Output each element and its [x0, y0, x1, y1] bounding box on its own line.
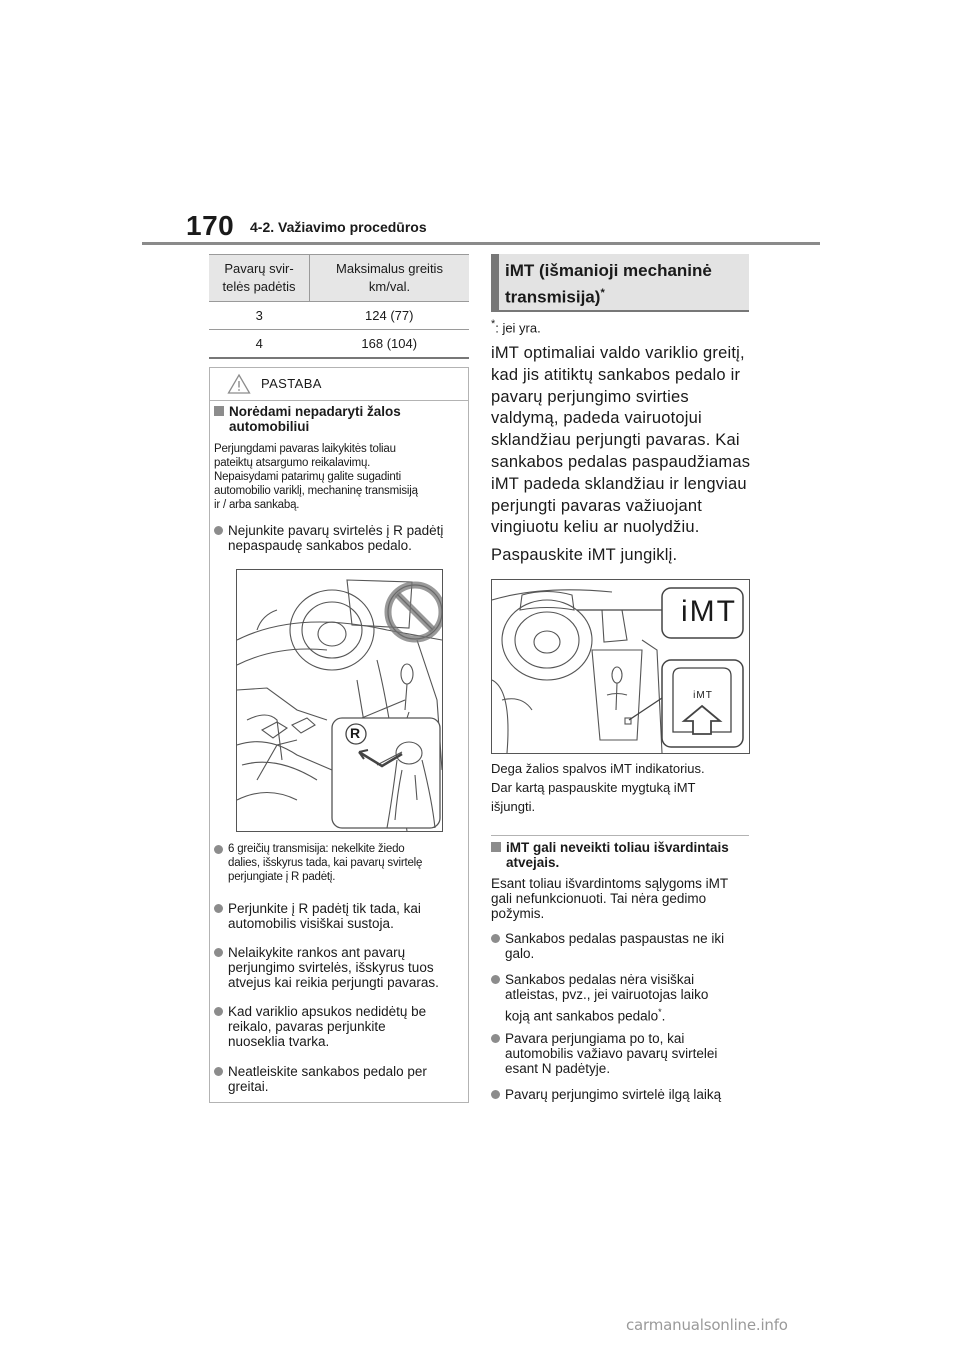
table-row [209, 302, 469, 330]
page-number: 170 [186, 210, 235, 241]
table-row [209, 330, 469, 359]
reverse-r-label: R [350, 725, 361, 741]
list-item: Sankabos pedalas paspaustas ne iki galo. [491, 931, 724, 961]
bullet-dot-icon [214, 1067, 223, 1076]
imt-description: iMT optimaliai valdo variklio greitį, kad jis atitiktų sankabos pedalo ir pavarų perjungimo svirties valdymą, padeda vairuotojui sklandžiau perjungti pavaras. Kai sankabos pedalas paspaudžiamas iMT padeda sklandžiau ir lengviau perjungti pavaras važiuojant vingiuotu keliu ar nuolydžiu. Paspauskite iMT jungiklį. [491, 343, 753, 567]
list-item: Pavarų perjungimo svirtelė ilgą laiką [491, 1087, 721, 1102]
gear-lever-illustration [236, 569, 443, 832]
section-title: 4-2. Važiavimo procedūros [250, 219, 427, 235]
bullet-reverse-stop: Perjunkite į R padėtį tik tada, kai automobilis visiškai sustoja. [214, 901, 421, 931]
max-speed-table [209, 254, 469, 359]
bullet-hand-on-lever: Nelaikykite rankos ant pavarų perjungimo svirtelės, išskyrus tuos atvejus kai reikia perjungti pavaras. [214, 945, 439, 990]
imt-section-heading: iMT (išmanioji mechaninė transmisija)* [491, 254, 749, 312]
footer-watermark: carmanualsonline.info [626, 1316, 788, 1334]
notice-intro: Perjungdami pavaras laikykitės toliau pateiktų atsargumo reikalavimų. Nepaisydami patarimų galite sugadinti automobilio variklį, mechaninę transmisiją ir / arba sankabą. [214, 443, 418, 511]
footnote: *: jei yra. [491, 318, 541, 336]
bullet-engine-rpm: Kad variklio apsukos nedidėtų be reikalo, pavaras perjunkite nuoseklia tvarka. [214, 1004, 426, 1049]
list-item: Pavara perjungiama po to, kai automobilis važiavo pavarų svirtelei esant N padėtyje. [491, 1031, 717, 1076]
section-divider [491, 835, 749, 836]
warning-triangle-icon [227, 373, 251, 395]
imt-limits-subheading: iMT gali neveikti toliau išvardintais atvejais. [491, 840, 751, 870]
table-cell-speed: 124 (77) [310, 302, 470, 330]
bullet-dot-icon [214, 948, 223, 957]
table-header-max-speed: Maksimalus greitis km/val. [310, 255, 470, 302]
bullet-dot-icon [491, 934, 500, 943]
table-cell-position: 3 [209, 302, 310, 330]
bullet-dot-icon [491, 1090, 500, 1099]
bullet-dot-icon [214, 845, 223, 854]
imt-indicator-label: iMT [681, 595, 737, 628]
bullet-reverse-clutch: Nejunkite pavarų svirtelės į R padėtį nepaspaudę sankabos pedalo. [214, 523, 443, 553]
list-item: Sankabos pedalas nėra visiškai atleistas, pvz., jei vairuotojas laiko koją ant sankabos pedalo*. [491, 972, 708, 1024]
imt-button-label: iMT [693, 690, 713, 701]
table-header-gear-position: Pavarų svir- telės padėtis [209, 255, 310, 302]
bullet-dot-icon [491, 975, 500, 984]
imt-caption: Dega žalios spalvos iMT indikatorius. Dar kartą paspauskite mygtuką iMT išjungti. [491, 761, 705, 814]
bullet-dot-icon [214, 904, 223, 913]
square-bullet-icon [491, 842, 501, 852]
notice-label: PASTABA [261, 376, 322, 391]
notice-header [210, 368, 468, 401]
heading-accent-bar [491, 254, 499, 310]
imt-limits-intro: Esant toliau išvardintoms sąlygoms iMT gali nefunkcionuoti. Tai nėra gedimo požymis. [491, 876, 729, 921]
bullet-dot-icon [214, 1007, 223, 1016]
bullet-six-speed-ring: 6 greičių transmisija: nekelkite žiedo dalies, išskyrus tada, kai pavarų svirtelę perjungiate į R padėtį. [214, 842, 422, 884]
bullet-dot-icon [214, 526, 223, 535]
table-cell-speed: 168 (104) [310, 330, 470, 359]
table-cell-position: 4 [209, 330, 310, 359]
imt-switch-illustration [491, 579, 750, 754]
table-header-row [209, 255, 469, 302]
bullet-clutch-release: Neatleiskite sankabos pedalo per greitai. [214, 1064, 427, 1094]
press-imt-switch: Paspauskite iMT jungiklį. [491, 546, 678, 565]
square-bullet-icon [214, 406, 224, 416]
bullet-dot-icon [491, 1034, 500, 1043]
header-rule [142, 242, 820, 245]
cockpit-drawing [237, 570, 442, 831]
notice-subheading: Norėdami nepadaryti žalos automobiliui [214, 404, 401, 434]
